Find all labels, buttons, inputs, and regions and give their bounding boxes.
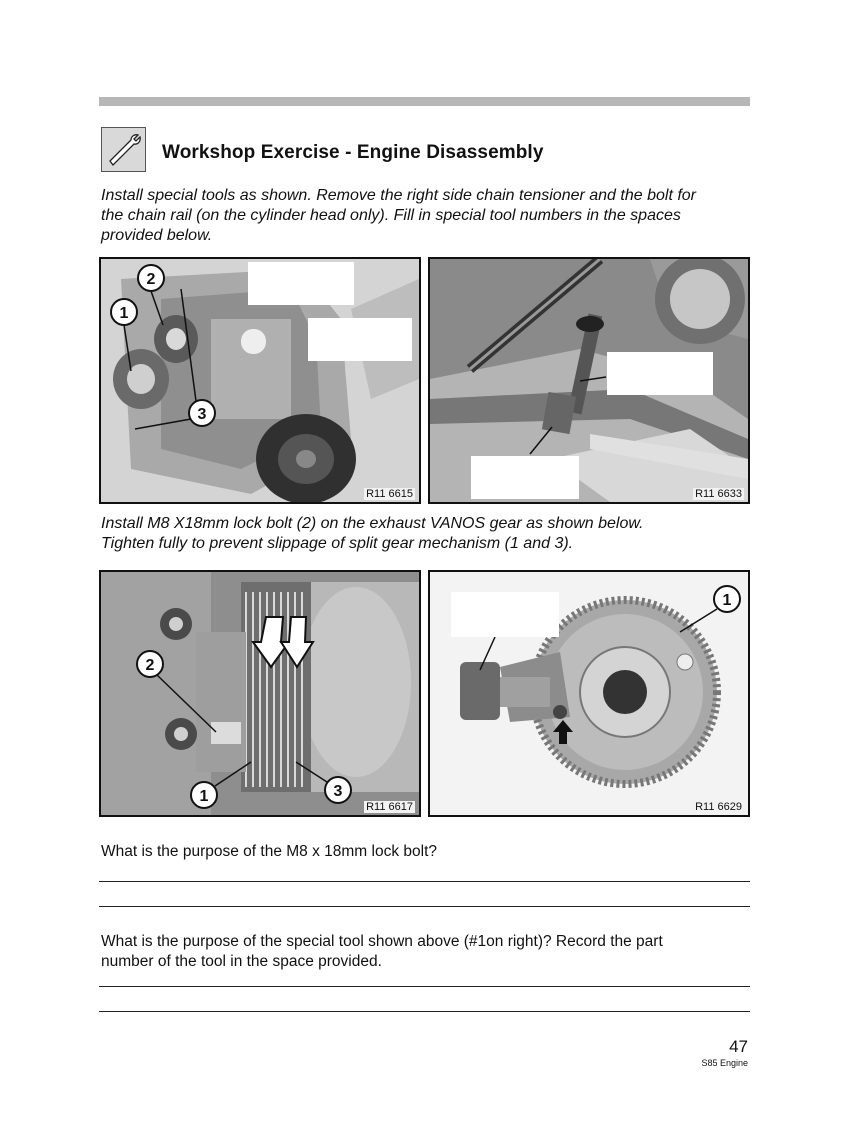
tool-number-blank[interactable] (607, 352, 713, 395)
figure-tensioner-tool (428, 257, 750, 504)
figure-caption: R11 6617 (366, 801, 413, 813)
answer-line[interactable] (99, 906, 750, 907)
tool-number-blank[interactable] (471, 456, 579, 499)
question-1: What is the purpose of the M8 x 18mm lock bolt? (101, 843, 437, 860)
tool-number-blank[interactable] (248, 262, 354, 305)
question-2 (101, 932, 663, 972)
page-title: Workshop Exercise - Engine Disassembly (162, 142, 544, 163)
instruction-line: the chain rail (on the cylinder head only). Fill in special tool numbers in the spaces (101, 207, 681, 224)
figure-engine-front (99, 257, 421, 504)
answer-line[interactable] (99, 1011, 750, 1012)
figure-caption: R11 6629 (695, 801, 742, 813)
instruction-line: Install special tools as shown. Remove the right side chain tensioner and the bolt for (101, 187, 696, 204)
figure-caption: R11 6615 (366, 488, 413, 500)
answer-line[interactable] (99, 881, 750, 882)
question-line: What is the purpose of the special tool shown above (#1on right)? Record the part (101, 933, 663, 950)
figure-label: 3 (333, 783, 343, 800)
answer-line[interactable] (99, 986, 750, 987)
question-line: number of the tool in the space provided. (101, 953, 382, 970)
figure-caption: R11 6633 (695, 488, 742, 500)
instruction-line: Tighten fully to prevent slippage of split gear mechanism (1 and 3). (101, 535, 574, 552)
page-number: 47 (729, 1037, 748, 1056)
figure-label: 3 (197, 406, 207, 423)
instruction-line: provided below. (101, 227, 213, 244)
figure-vanos-lock-bolt (99, 570, 421, 817)
instruction-paragraph-1 (101, 186, 696, 246)
header-divider-bar (99, 97, 750, 106)
wrench-icon (101, 127, 146, 172)
figure-label: 1 (722, 592, 732, 609)
figure-label: 2 (146, 271, 156, 288)
tool-number-blank[interactable] (308, 318, 412, 361)
figure-label: 1 (199, 788, 209, 805)
tool-number-blank[interactable] (451, 592, 559, 637)
figure-label: 1 (119, 305, 129, 322)
instruction-line: Install M8 X18mm lock bolt (2) on the exhaust VANOS gear as shown below. (101, 515, 644, 532)
instruction-paragraph-2 (101, 514, 644, 554)
figure-gear-special-tool (428, 570, 750, 817)
figure-label: 2 (145, 657, 155, 674)
section-label: S85 Engine (701, 1058, 748, 1068)
